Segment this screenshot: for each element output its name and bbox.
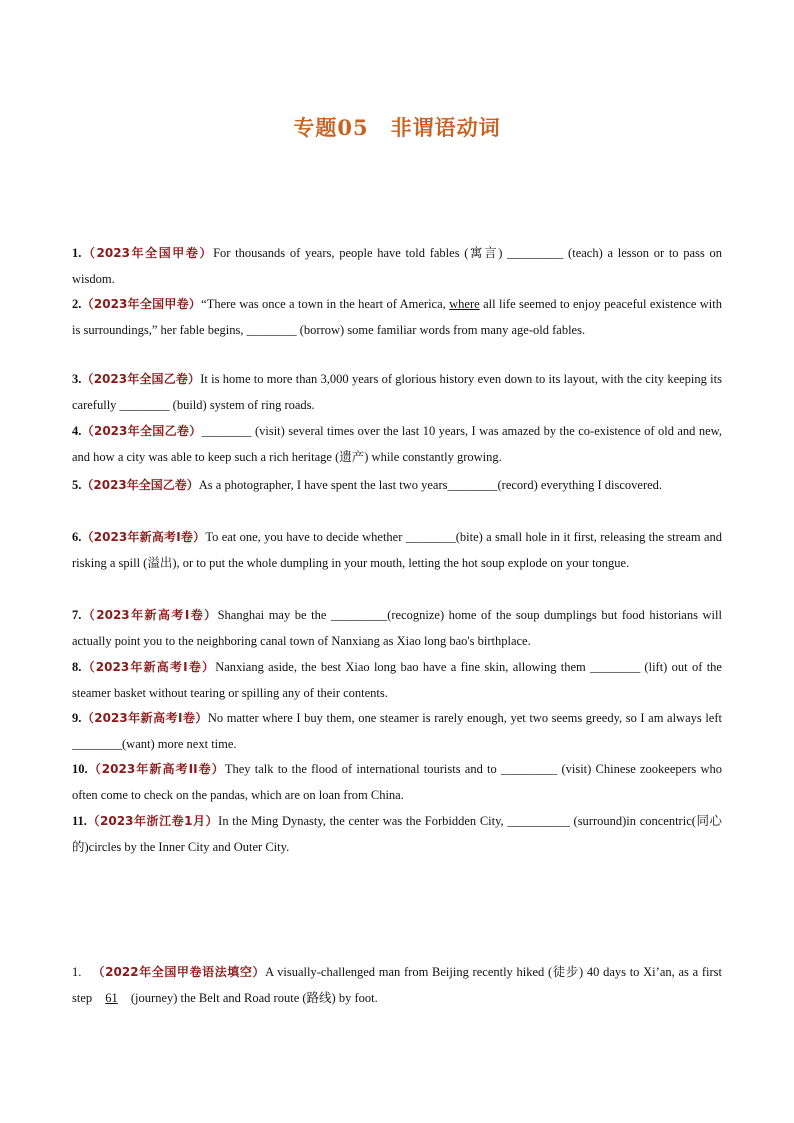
question-number: 3. xyxy=(72,372,82,386)
question-text-post: (visit) Chinese zookeepers who often come to check on the pandas, which are on loan from China. xyxy=(72,762,722,802)
question-item xyxy=(72,418,722,470)
question-text-pre: In the Ming Dynasty, the center was the Forbidden City, xyxy=(218,814,508,828)
question-item xyxy=(72,291,722,343)
question-source: （2023年全国甲卷） xyxy=(81,297,202,311)
question-text-pre: They talk to the flood of international tourists and to xyxy=(224,762,501,776)
answer-blank[interactable]: ________ xyxy=(590,660,641,674)
question-number: 1. xyxy=(72,965,82,979)
question-source: （2023年全国乙卷） xyxy=(81,478,199,492)
question-text-mid: all life seemed to enjoy peaceful existence with is surroundings,” her fable begins, xyxy=(72,297,722,337)
question-text-post: (build) system of ring roads. xyxy=(169,398,315,412)
answer-blank[interactable]: ________ xyxy=(201,424,252,438)
question-text-post: (surround)in concentric(同心的)circles by the Inner City and Outer City. xyxy=(72,814,722,854)
answer-blank[interactable]: _________ xyxy=(507,246,564,260)
underlined-word: where xyxy=(449,297,480,311)
question-number: 6. xyxy=(72,530,82,544)
question-item xyxy=(72,240,722,292)
answer-blank[interactable]: ________ xyxy=(246,323,297,337)
question-number: 9. xyxy=(72,711,82,725)
question-source: （2023年新高考I卷） xyxy=(81,530,206,544)
question-text-pre: To eat one, you have to decide whether xyxy=(205,530,406,544)
question-source: （2023年全国乙卷） xyxy=(81,424,202,438)
question-item xyxy=(72,808,722,860)
question-number: 1. xyxy=(72,246,82,260)
question-text-pre: As a photographer, I have spent the last two years xyxy=(198,478,448,492)
question-number: 8. xyxy=(72,660,82,674)
question-source: （2023年新高考I卷） xyxy=(81,711,208,725)
question-text-post: (record) everything I discovered. xyxy=(497,478,663,492)
question-text-pre: A visually-challenged man from Beijing recently hiked (徒步) 40 days to Xi’an, as a first step xyxy=(72,965,723,1005)
answer-blank[interactable]: ________ xyxy=(405,530,456,544)
question-source: （2023年新高考I卷） xyxy=(81,608,218,622)
question-source: （2023年新高考I卷） xyxy=(81,660,216,674)
question-number: 5. xyxy=(72,478,82,492)
question-source: （2023年新高考II卷） xyxy=(87,762,225,776)
question-text-pre: It is home to more than 3,000 years of glorious history even down to its layout, with the city keeping its carefully xyxy=(72,372,722,412)
question-text-post: (journey) the Belt and Road route (路线) by foot. xyxy=(127,991,378,1005)
question-text-pre: Shanghai may be the xyxy=(217,608,331,622)
question-text-post: (want) more next time. xyxy=(122,737,237,751)
question-number: 11. xyxy=(72,814,87,828)
question-text-post: (borrow) some familiar words from many age-old fables. xyxy=(296,323,586,337)
question-item xyxy=(72,654,722,706)
question-text-post: (visit) several times over the last 10 years, I was amazed by the co-existence of old and new, and how a city was able to keep such a rich heritage (遗产) while constantly growing. xyxy=(72,424,722,464)
question-item xyxy=(72,602,722,654)
answer-blank[interactable]: 61 xyxy=(105,991,118,1005)
answer-blank[interactable]: __________ xyxy=(507,814,570,828)
question-item xyxy=(72,524,722,576)
question-source: （2022年全国甲卷语法填空） xyxy=(92,965,266,979)
answer-blank[interactable]: ________ xyxy=(447,478,498,492)
question-source: （2023年全国甲卷） xyxy=(81,246,214,260)
question-text-post: (lift) out of the steamer basket without tearing or spilling any of their contents. xyxy=(72,660,722,700)
question-number: 7. xyxy=(72,608,82,622)
question-text-post: (teach) a lesson or to pass on wisdom. xyxy=(72,246,722,286)
answer-blank[interactable]: _________ xyxy=(330,608,388,622)
question-item xyxy=(72,366,722,418)
question-source: （2023年全国乙卷） xyxy=(81,372,201,386)
question-text-pre: Nanxiang aside, the best Xiao long bao have a fine skin, allowing them xyxy=(215,660,591,674)
answer-blank[interactable]: ________ xyxy=(72,737,122,751)
question-number: 10. xyxy=(72,762,88,776)
question-number: 4. xyxy=(72,424,82,438)
question-text-pre: No matter where I buy them, one steamer is rarely enough, yet two seems greedy, so I am always left xyxy=(207,711,722,725)
question-item xyxy=(72,705,722,757)
page-title: 专题05 非谓语动词 xyxy=(293,115,501,140)
question-item xyxy=(72,756,722,808)
question-text-pre: “There was once a town in the heart of America, xyxy=(201,297,450,311)
extra-question xyxy=(72,959,722,1011)
question-text-post: (bite) a small hole in it first, releasing the stream and risking a spill (溢出), or to put the whole dumpling in your mouth, letting the hot soup explode on your tongue. xyxy=(72,530,722,570)
question-text-pre: For thousands of years, people have told fables (寓言) xyxy=(213,246,508,260)
answer-blank[interactable]: _________ xyxy=(500,762,558,776)
question-number: 2. xyxy=(72,297,82,311)
question-item xyxy=(72,472,722,498)
question-source: （2023年浙江卷1月） xyxy=(86,814,219,828)
answer-blank[interactable]: ________ xyxy=(119,398,170,412)
question-text-post: (recognize) home of the soup dumplings but food historians will actually point you to the neighboring canal town of Nanxiang as Xiao long bao's birthplace. xyxy=(72,608,722,648)
